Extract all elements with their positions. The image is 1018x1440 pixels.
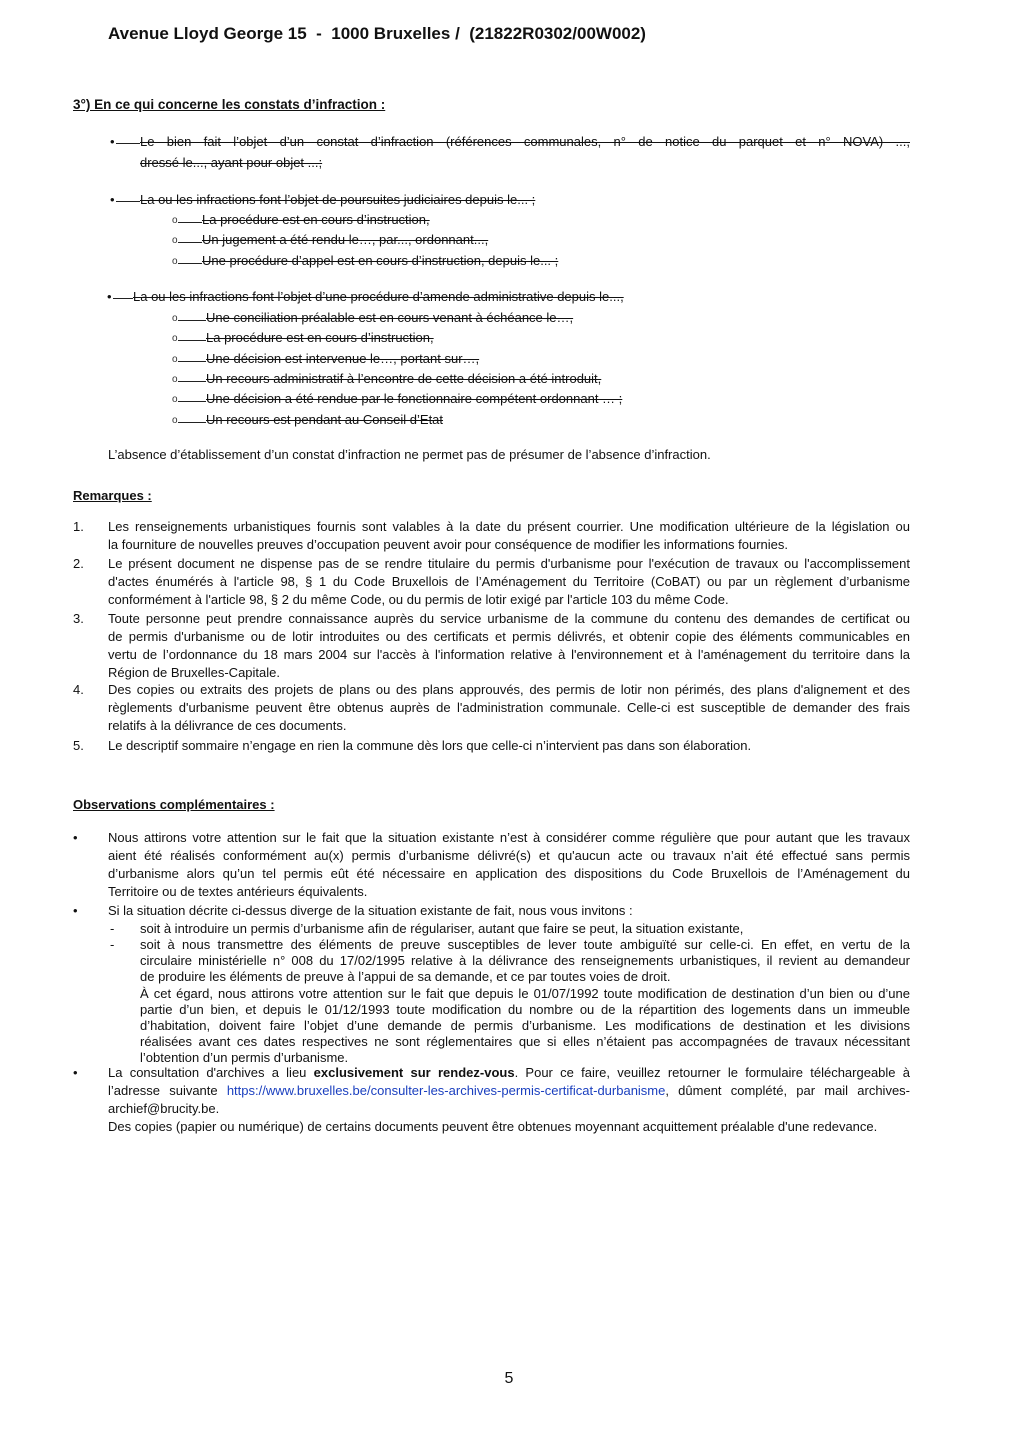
remarque-number: 4. xyxy=(73,682,84,697)
dash-icon: - xyxy=(110,937,115,952)
remarque-line: Région de Bruxelles-Capitale. xyxy=(108,665,280,680)
sub-item: Un recours est pendant au Conseil d’Etat xyxy=(206,412,444,427)
remarque-line: Toute personne peut prendre connaissance auprès du service urbanisme de la commune du contenu des demandes de certificat ou xyxy=(108,611,910,626)
hollow-bullet-icon: o xyxy=(172,256,178,267)
remarque-number: 3. xyxy=(73,611,84,626)
observation-2-dash-2-line: de produire les éléments de preuve à l’appui de sa demande, et ce par toutes voies de droit. xyxy=(140,969,671,985)
page-number: 5 xyxy=(504,1370,514,1387)
sub-item: Un recours administratif à l’encontre de cette décision a été introduit, xyxy=(206,371,602,386)
remarque-line: de permis d'urbanisme ou de lotir introduites ou des certificats et permis délivrés, et obtenir copie des éléments communicables en xyxy=(108,629,910,644)
observations-title: Observations complémentaires : xyxy=(73,797,275,812)
hollow-bullet-icon: o xyxy=(172,215,178,226)
infraction-bullet-2-text: La ou les infractions font l’objet de poursuites judiciaires depuis le... ; xyxy=(140,192,536,207)
hollow-bullet-icon: o xyxy=(172,374,178,385)
hollow-bullet-icon: o xyxy=(172,235,178,246)
remarque-number: 5. xyxy=(73,738,84,753)
observation-1-line: Nous attirons votre attention sur le fait que la situation existante n’est à considérer comme régulière que pour autant que les travaux xyxy=(108,830,910,845)
archives-link[interactable]: https://www.bruxelles.be/consulter-les-archives-permis-certificat-durbanisme xyxy=(226,1083,666,1098)
dash-icon: - xyxy=(110,921,115,936)
remarques-title: Remarques : xyxy=(73,488,152,503)
bullet-icon: • xyxy=(110,134,115,149)
sub-item: Une conciliation préalable est en cours venant à échéance le…, xyxy=(206,310,574,325)
observation-3-line1: La consultation d'archives a lieu exclusivement sur rendez-vous. Pour ce faire, veuillez retourner le formulaire téléchargeable à xyxy=(108,1065,911,1080)
observation-1-line: d’urbanisme alors qu’un tel permis eût été nécessaire en application des dispositions du Code Bruxellois de l’Aménagement du xyxy=(108,866,910,881)
infraction-bullet-1-line1: Le bien fait l’objet d’un constat d’infraction (références communales, n° de notice du parquet et n° NOVA) ..., xyxy=(140,134,910,149)
remarque-line: Les renseignements urbanistiques fournis sont valables à la date du présent courrier. Une modification ultérieure de la législation ou xyxy=(108,519,910,534)
document-header: Avenue Lloyd George 15 - 1000 Bruxelles / (21822R0302/00W002) xyxy=(108,24,646,43)
sub-item: Une décision a été rendue par le fonctionnaire compétent ordonnant … ; xyxy=(206,391,623,406)
remarque-line: Le présent document ne dispense pas de se rendre titulaire du permis d'urbanisme pour l'exécution de travaux ou l'accomplissement xyxy=(108,556,910,571)
remarque-line: vertu de l’ordonnance du 18 mars 2004 sur l'accès à l'information relative à l'environnement et à l'aménagement du territoire dans la xyxy=(108,647,910,662)
observation-2-intro: Si la situation décrite ci-dessus diverge de la situation existante de fait, nous vous invitons : xyxy=(108,903,633,918)
remarque-line: Des copies ou extraits des projets de plans ou des plans approuvés, des permis de lotir non périmés, des plans d'alignement et des xyxy=(108,682,910,697)
sub-item: Un jugement a été rendu le…, par..., ordonnant..., xyxy=(202,232,489,247)
observation-2-dash-2-line: partie d’un bien, et depuis le 01/12/1993 toute modification du nombre ou de la répartition des logements dans un immeuble xyxy=(140,1001,910,1017)
hollow-bullet-icon: o xyxy=(172,313,178,324)
bullet-icon: • xyxy=(73,903,78,918)
observation-3-line4: Des copies (papier ou numérique) de certains documents peuvent être obtenues moyennant acquittement préalable d'une redevance. xyxy=(108,1119,878,1134)
infractions-title: 3°) En ce qui concerne les constats d’infraction : xyxy=(73,97,386,112)
observation-2-dash-2-line: réalisées avant ces dates respectives ne sont réglementaires que si elles n’étaient pas accompagnées de travaux nécessitant xyxy=(140,1034,910,1050)
bullet-icon: • xyxy=(110,192,115,207)
emphasis-text: exclusivement sur rendez-vous xyxy=(313,1065,515,1080)
hollow-bullet-icon: o xyxy=(172,333,178,344)
bullet-icon: • xyxy=(107,289,112,304)
remarque-number: 2. xyxy=(73,556,84,571)
observation-2-dash-1: soit à introduire un permis d’urbanisme afin de régulariser, autant que faire se peut, la situation existante, xyxy=(140,921,744,936)
observation-1-line: Territoire ou de textes antérieurs équivalents. xyxy=(108,884,368,899)
observation-2-dash-2-line: l’obtention d’un permis d’urbanisme. xyxy=(140,1050,349,1066)
remarque-line: règlements d'urbanisme peuvent être obtenus auprès de l'administration communale. Celle-ci est susceptible de demander des frais xyxy=(108,700,910,715)
hollow-bullet-icon: o xyxy=(172,354,178,365)
observation-1-line: aient été réalisés conformément au(x) permis d’urbanisme délivré(s) et qu'aucun acte ou travaux n’ait été effectué sans permis xyxy=(108,848,910,863)
bullet-icon: • xyxy=(73,830,78,845)
infraction-bullet-3-text: La ou les infractions font l’objet d’une procédure d’amende administrative depuis le..., xyxy=(133,289,624,304)
observation-3-line2: l’adresse suivante https://www.bruxelles.be/consulter-les-archives-permis-certificat-durbanisme, dûment complété, par mail archives- xyxy=(108,1083,910,1098)
remarque-line: d'actes énumérés à l'article 98, § 1 du Code Bruxellois de l’Aménagement du Territoire (CoBAT) ou par un règlement d’urbanisme xyxy=(108,574,910,589)
hollow-bullet-icon: o xyxy=(172,394,178,405)
observation-3-email: archief@brucity.be. xyxy=(108,1101,220,1116)
sub-item: Une décision est intervenue le…, portant sur…, xyxy=(206,351,480,366)
bullet-icon: • xyxy=(73,1065,78,1080)
sub-item: Une procédure d’appel est en cours d’instruction, depuis le... ; xyxy=(202,253,559,268)
observation-2-dash-2-line: circulaire ministérielle n° 008 du 17/02/1995 relative à la délivrance des renseignements urbanistiques, il revient au demandeur xyxy=(140,953,910,969)
remarque-line: Le descriptif sommaire n’engage en rien la commune dès lors que celle-ci n’intervient pas dans son élaboration. xyxy=(108,738,752,753)
infractions-note: L’absence d’établissement d’un constat d’infraction ne permet pas de présumer de l’absence d’infraction. xyxy=(108,447,711,462)
remarque-number: 1. xyxy=(73,519,84,534)
observation-2-dash-2-line: d’habitation, doivent faire l’objet d’une demande de permis d’urbanisme. Les modifications de destination et les divisions xyxy=(140,1018,910,1033)
observation-2-dash-2-line: À cet égard, nous attirons votre attention sur le fait que depuis le 01/07/1992 toute modification de destination d’un bien ou d’une xyxy=(140,985,910,1001)
remarque-line: la fourniture de nouvelles preuves d’occupation peuvent avoir pour conséquence de modifier les informations fournies. xyxy=(108,537,789,552)
remarque-line: relatifs à la délivrance de ces documents. xyxy=(108,718,347,733)
remarque-line: conformément à l'article 98, § 2 du même Code, ou du permis de lotir exigé par l'article 103 du même Code. xyxy=(108,592,729,607)
hollow-bullet-icon: o xyxy=(172,415,178,426)
infraction-bullet-1-line2: dressé le..., ayant pour objet ...; xyxy=(140,155,323,170)
sub-item: La procédure est en cours d’instruction, xyxy=(202,212,430,227)
observation-2-dash-2-line: soit à nous transmettre des éléments de preuve susceptibles de lever toute ambiguïté sur celle-ci. En effet, en vertu de la xyxy=(140,937,910,952)
sub-item: La procédure est en cours d’instruction, xyxy=(206,330,434,345)
